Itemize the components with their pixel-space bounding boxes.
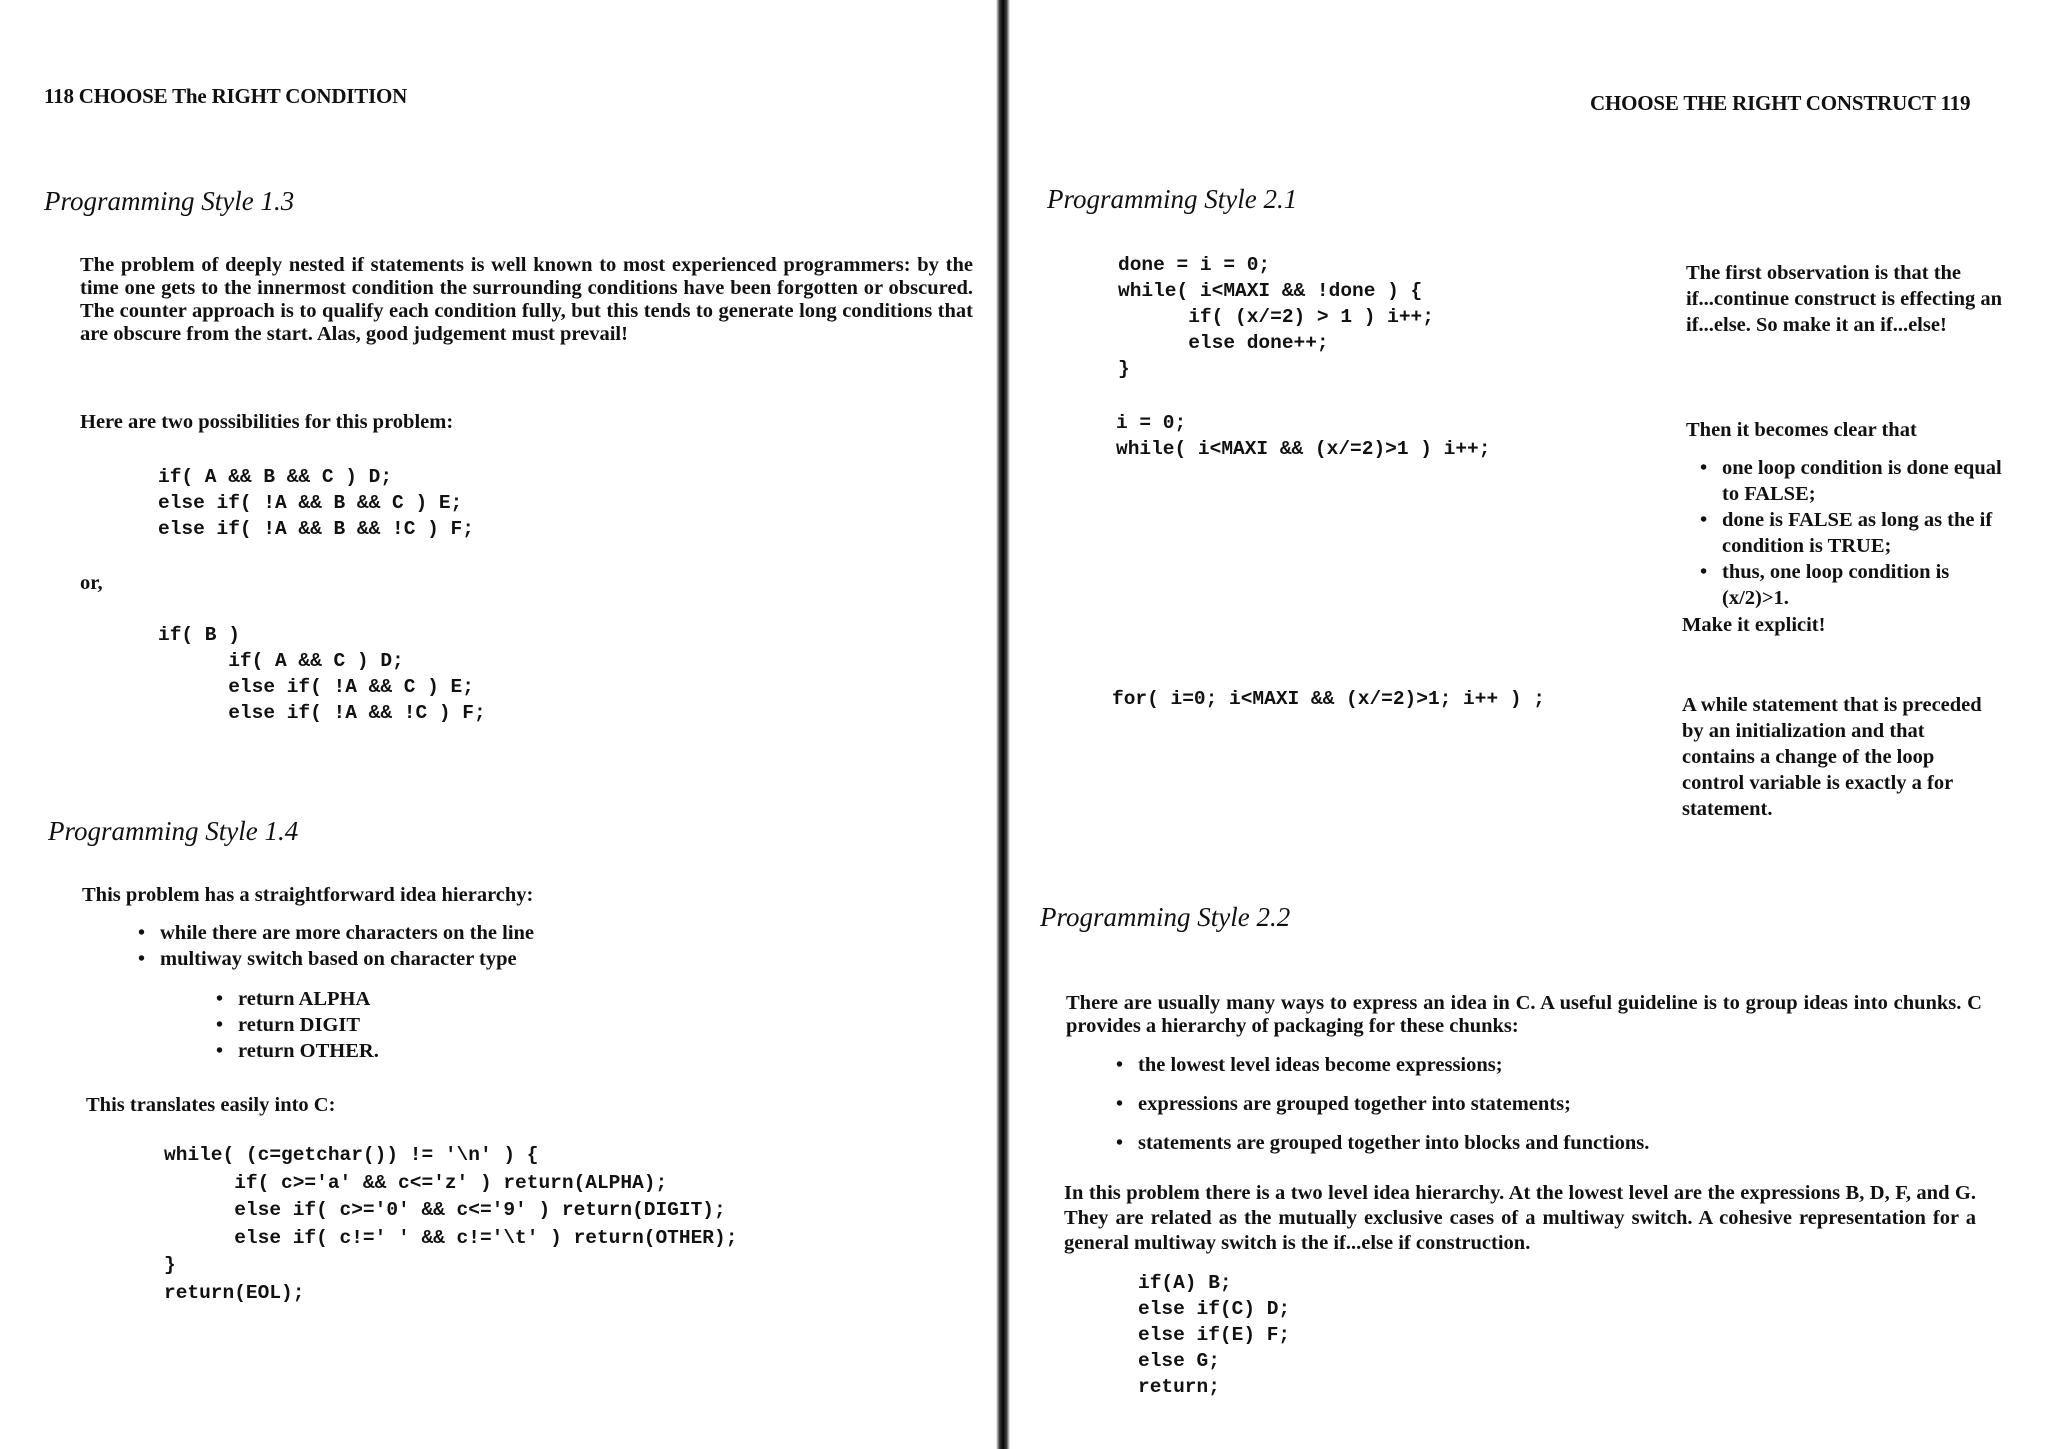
section-2-2-hierarchy-para: In this problem there is a two level idea hierarchy. At the lowest level are the expressions B, D, F, and G. They are related as the mutually exclusive cases of a multiway switch. A cohesive representation for a general multiway switch is the if...else if construction. [1064, 1182, 1976, 1254]
section-title-2-1: Programming Style 2.1 [1047, 184, 1298, 214]
note-while-for: A while statement that is preceded by an initialization and that contains a change of the loop control variable is exactly a for statement. [1682, 694, 1982, 820]
list-item: • thus, one loop condition is (x/2)>1. [1700, 561, 1950, 609]
code-block-2-1-c: for( i=0; i<MAXI && (x/=2)>1; i++ ) ; [1112, 688, 1545, 710]
code-block-1-4: while( (c=getchar()) != '\n' ) { if( c>='a' && c<='z' ) return(ALPHA); else if( c>='0' && c<='9' ) return(DIGIT); else if( c!=' ' && c!='\t' ) return(OTHER); } return(EOL); [164, 1144, 738, 1304]
note-make-explicit: Make it explicit! [1682, 614, 1826, 636]
code-block-1-3-a: if( A && B && C ) D; else if( !A && B && C ) E; else if( !A && B && !C ) F; [158, 466, 474, 540]
bullet-icon: • [138, 922, 146, 944]
bullet-icon: • [1700, 457, 1708, 479]
note-first-observation: The first observation is that the if...continue construct is effecting an if...else. So make it an if...else! [1686, 262, 2002, 336]
section-2-2-intro: There are usually many ways to express an idea in C. A useful guideline is to group ideas into chunks. C provides a hierarchy of packaging for these chunks: [1066, 992, 1982, 1037]
code-block-2-2: if(A) B; else if(C) D; else if(E) F; else G; return; [1138, 1272, 1291, 1398]
list-item: • return OTHER. [216, 1040, 379, 1062]
bullet-icon: • [1700, 509, 1708, 531]
section-1-4-intro: This problem has a straightforward idea hierarchy: [82, 884, 534, 906]
code-block-2-1-b: i = 0; while( i<MAXI && (x/=2)>1 ) i++; [1116, 412, 1491, 460]
section-title-2-2: Programming Style 2.2 [1040, 902, 1291, 932]
bullet-icon: • [1116, 1093, 1124, 1115]
bullet-icon: • [1700, 561, 1708, 583]
possibilities-text: Here are two possibilities for this problem: [80, 411, 454, 433]
list-item: • the lowest level ideas become expressions; [1116, 1054, 1503, 1076]
section-title-1-3: Programming Style 1.3 [44, 186, 295, 216]
code-block-2-1-a: done = i = 0; while( i<MAXI && !done ) { if( (x/=2) > 1 ) i++; else done++; } [1118, 254, 1434, 380]
list-item: • while there are more characters on the line [138, 922, 535, 944]
code-block-1-3-b: if( B ) if( A && C ) D; else if( !A && C ) E; else if( !A && !C ) F; [158, 624, 486, 724]
section-title-1-4: Programming Style 1.4 [48, 816, 299, 846]
list-item: • one loop condition is done equal to FALSE; [1700, 457, 2002, 505]
left-page [0, 0, 996, 1449]
packaging-hierarchy-list [1116, 1052, 1649, 1156]
idea-hierarchy-list [138, 920, 534, 972]
list-item: • expressions are grouped together into statements; [1116, 1093, 1571, 1115]
bullet-icon: • [1116, 1054, 1124, 1076]
list-item: • done is FALSE as long as the if condition is TRUE; [1700, 509, 1993, 557]
bullet-icon: • [216, 988, 224, 1010]
list-item: • statements are grouped together into blocks and functions. [1116, 1132, 1650, 1154]
book-gutter [996, 0, 1010, 1449]
bullet-icon: • [138, 948, 146, 970]
list-item: • return ALPHA [216, 988, 371, 1010]
bullet-icon: • [216, 1014, 224, 1036]
section-1-3-intro: The problem of deeply nested if statements is well known to most experienced programmers: by the time one gets to the innermost condition the surrounding conditions have been forgotten or obscured. The counter approach is to qualify each condition fully, but this tends to generate long conditions that are obscure from the start. Alas, good judgement must prevail! [80, 254, 973, 345]
loop-condition-list [1700, 455, 2018, 611]
list-item: • return DIGIT [216, 1014, 361, 1036]
running-head-left: 118 CHOOSE The RIGHT CONDITION [44, 84, 408, 108]
bullet-icon: • [216, 1040, 224, 1062]
bullet-icon: • [1116, 1132, 1124, 1154]
note-becomes-clear: Then it becomes clear that [1686, 419, 1917, 441]
running-head-right: CHOOSE THE RIGHT CONSTRUCT 119 [1590, 91, 1971, 115]
translates-text: This translates easily into C: [86, 1094, 336, 1116]
or-text: or, [80, 572, 103, 594]
list-item: • multiway switch based on character type [138, 948, 517, 970]
return-values-list [216, 986, 379, 1064]
right-page [1010, 0, 2048, 1449]
